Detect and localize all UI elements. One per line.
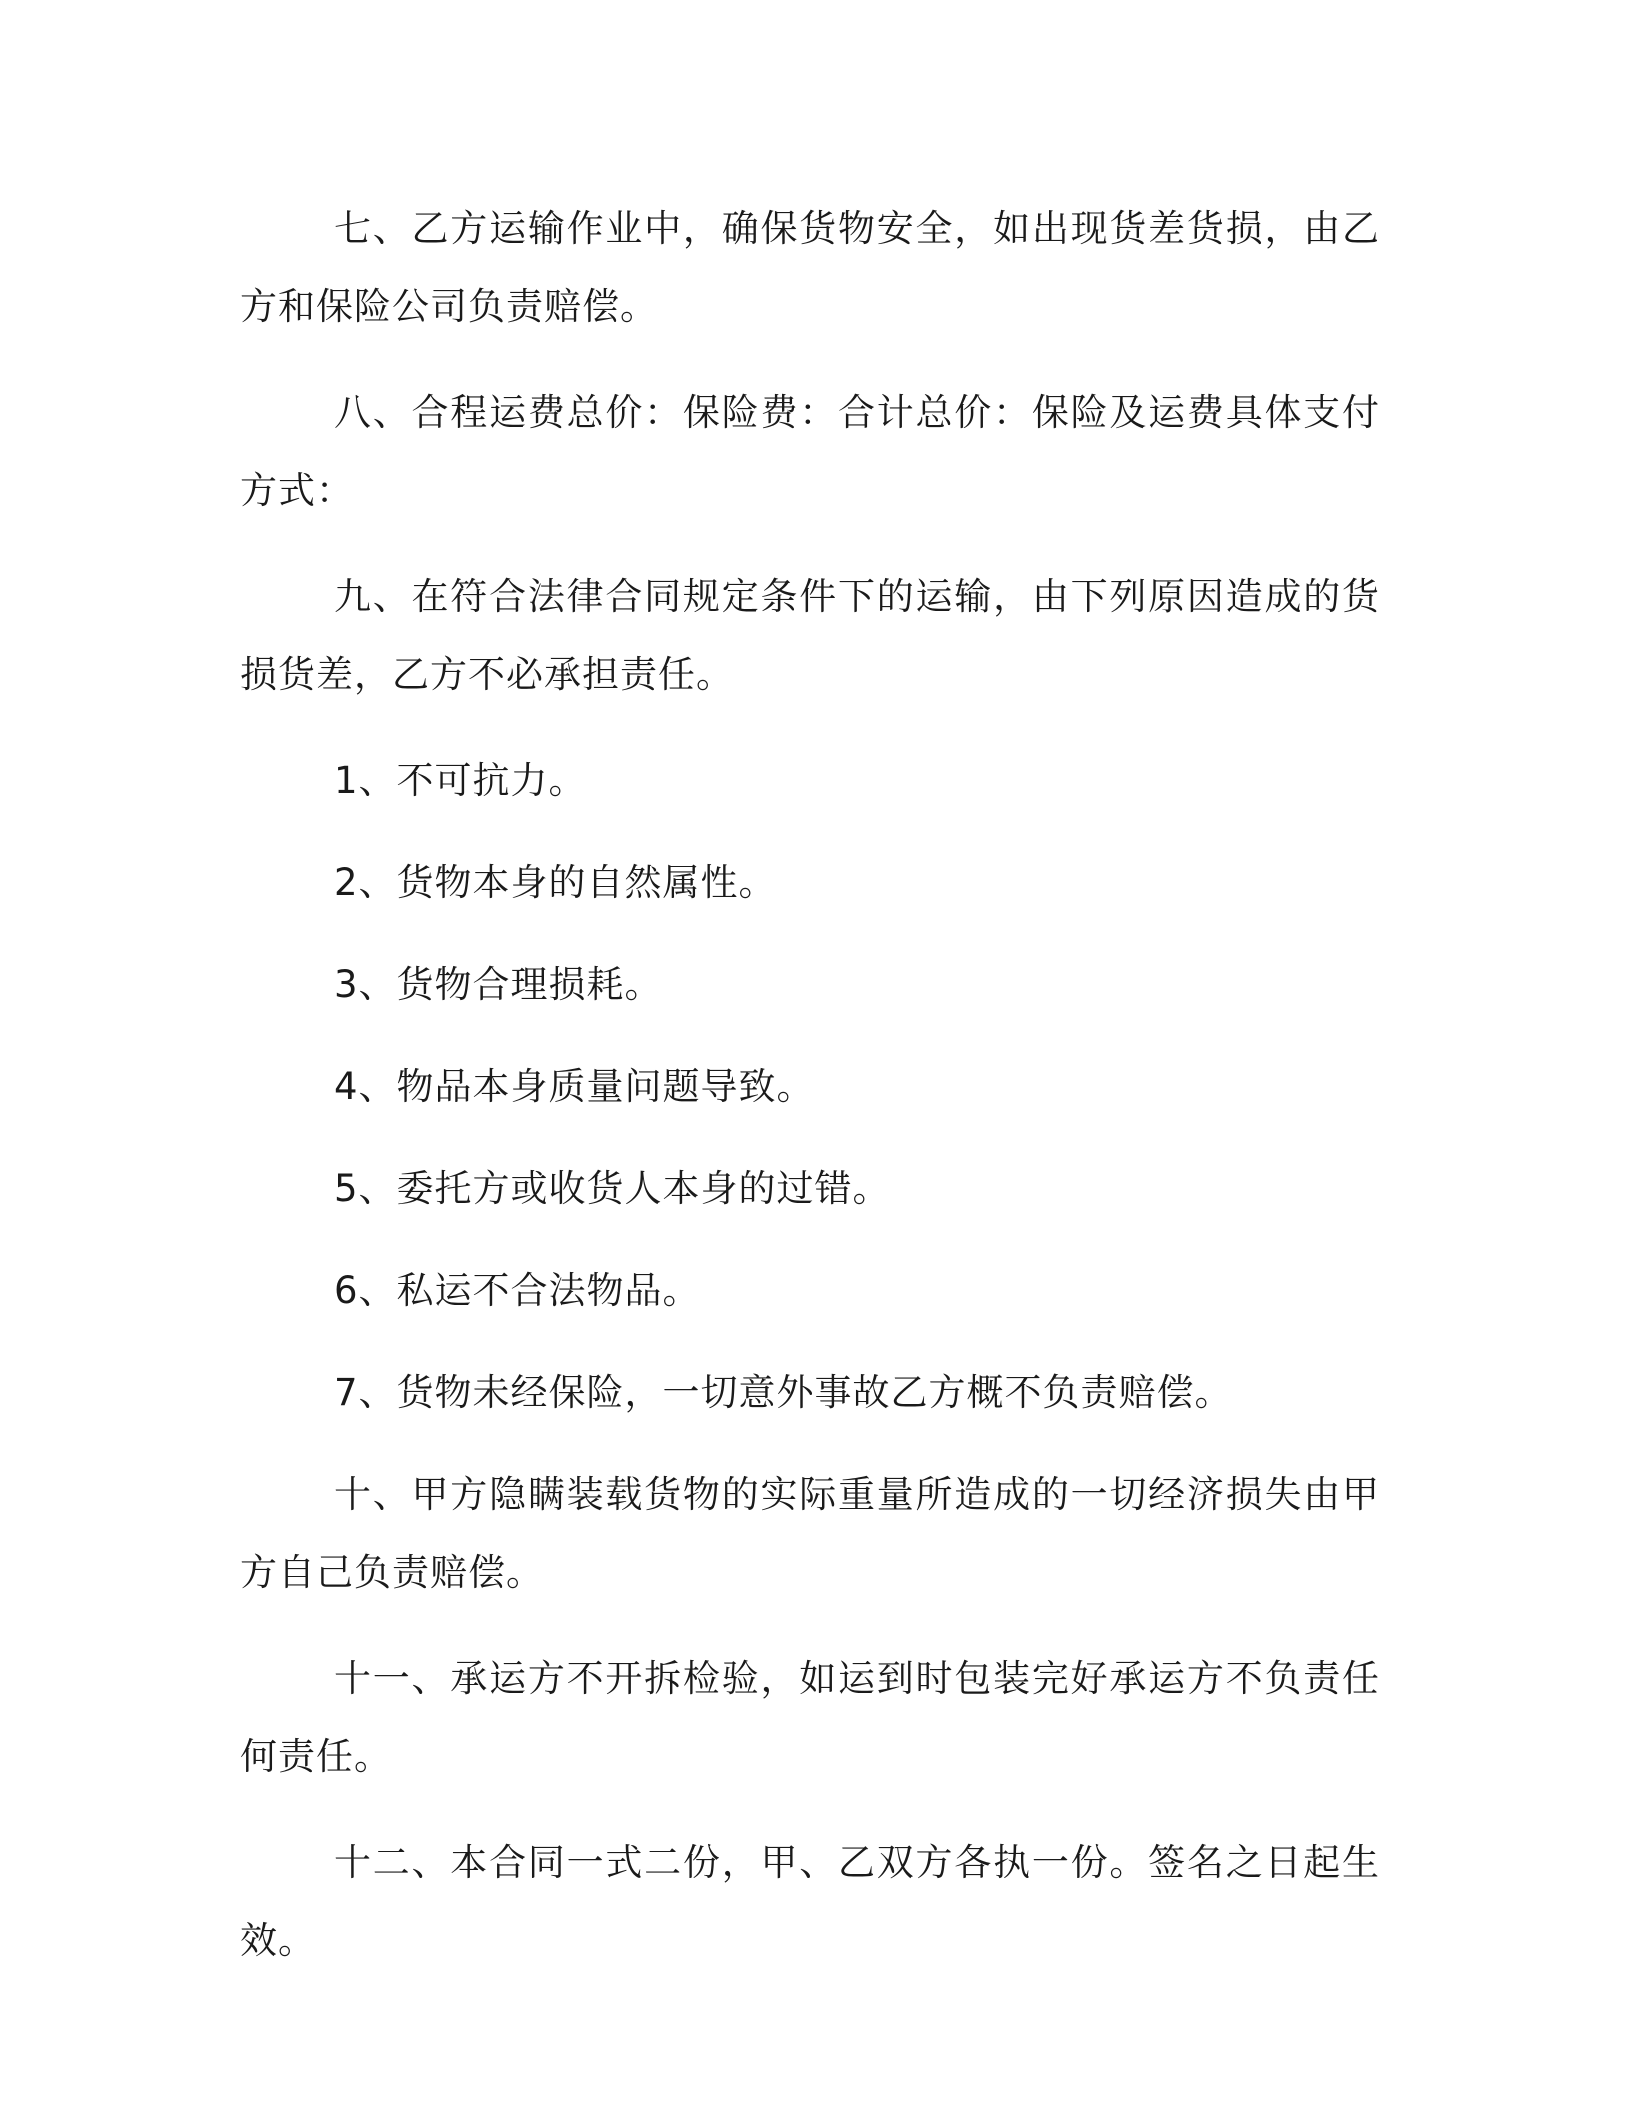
list-item-6: 6、私运不合法物品。 — [334, 1269, 701, 1312]
list-item-7: 7、货物未经保险，一切意外事故乙方概不负责赔偿。 — [334, 1371, 1233, 1414]
clause-7: 七、乙方运输作业中，确保货物安全，如出现货差货损，由乙方和保险公司负责赔偿。 — [240, 207, 1380, 328]
clause-12: 十二、本合同一式二份，甲、乙双方各执一份。签名之日起生效。 — [240, 1841, 1380, 1962]
list-item-2: 2、货物本身的自然属性。 — [334, 861, 777, 904]
clause-8: 八、合程运费总价：保险费：合计总价：保险及运费具体支付方式： — [240, 391, 1380, 512]
list-item-3: 3、货物合理损耗。 — [334, 963, 663, 1006]
clause-11: 十一、承运方不开拆检验，如运到时包装完好承运方不负责任何责任。 — [240, 1657, 1380, 1778]
list-item-5: 5、委托方或收货人本身的过错。 — [334, 1167, 891, 1210]
clause-10: 十、甲方隐瞒装载货物的实际重量所造成的一切经济损失由甲方自己负责赔偿。 — [240, 1473, 1380, 1594]
document-body — [240, 190, 1380, 2008]
list-item-1: 1、不可抗力。 — [334, 759, 587, 802]
clause-9: 九、在符合法律合同规定条件下的运输，由下列原因造成的货损货差，乙方不必承担责任。 — [240, 575, 1380, 696]
list-item-4: 4、物品本身质量问题导致。 — [334, 1065, 815, 1108]
